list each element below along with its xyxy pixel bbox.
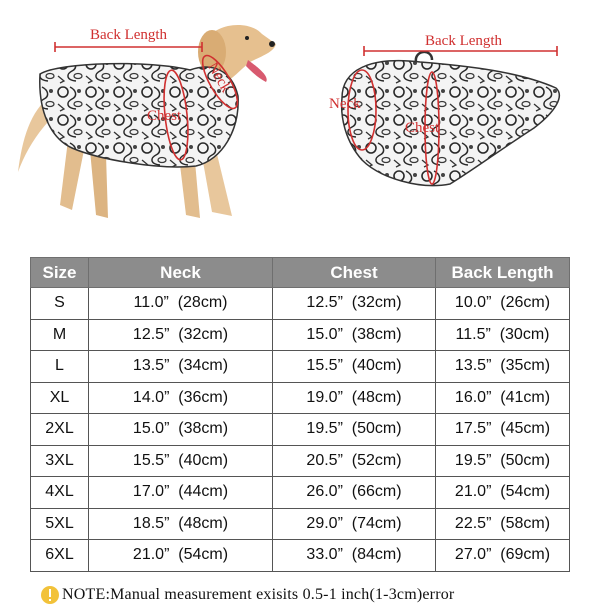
size-chart-table bbox=[30, 257, 570, 572]
cell-size: S bbox=[31, 288, 89, 320]
header-neck: Neck bbox=[89, 258, 273, 288]
warning-icon bbox=[40, 585, 60, 605]
table-row bbox=[31, 445, 570, 477]
cell-size: M bbox=[31, 319, 89, 351]
header-size: Size bbox=[31, 258, 89, 288]
right-back-length-label: Back Length bbox=[425, 33, 503, 49]
cell-back-length: 17.5” (45cm) bbox=[436, 414, 570, 446]
table-row bbox=[31, 540, 570, 572]
cell-size: 2XL bbox=[31, 414, 89, 446]
cell-size: 4XL bbox=[31, 477, 89, 509]
left-neck-label: Neck bbox=[204, 60, 234, 96]
table-row bbox=[31, 382, 570, 414]
cell-chest: 15.5” (40cm) bbox=[273, 351, 436, 383]
cell-back-length: 21.0” (54cm) bbox=[436, 477, 570, 509]
cell-size: 6XL bbox=[31, 540, 89, 572]
cell-back-length: 13.5” (35cm) bbox=[436, 351, 570, 383]
cell-back-length: 19.5” (50cm) bbox=[436, 445, 570, 477]
cell-neck: 15.5” (40cm) bbox=[89, 445, 273, 477]
cell-size: 5XL bbox=[31, 508, 89, 540]
cell-back-length: 10.0” (26cm) bbox=[436, 288, 570, 320]
cell-neck: 21.0” (54cm) bbox=[89, 540, 273, 572]
coat-photo bbox=[342, 52, 560, 186]
cell-chest: 20.5” (52cm) bbox=[273, 445, 436, 477]
left-chest-label: Chest bbox=[147, 108, 182, 124]
table-row bbox=[31, 477, 570, 509]
cell-back-length: 11.5” (30cm) bbox=[436, 319, 570, 351]
header-back-length: Back Length bbox=[436, 258, 570, 288]
cell-chest: 15.0” (38cm) bbox=[273, 319, 436, 351]
cell-back-length: 16.0” (41cm) bbox=[436, 382, 570, 414]
table-row bbox=[31, 414, 570, 446]
cell-back-length: 27.0” (69cm) bbox=[436, 540, 570, 572]
cell-size: 3XL bbox=[31, 445, 89, 477]
cell-neck: 12.5” (32cm) bbox=[89, 319, 273, 351]
cell-size: XL bbox=[31, 382, 89, 414]
cell-neck: 14.0” (36cm) bbox=[89, 382, 273, 414]
cell-chest: 12.5” (32cm) bbox=[273, 288, 436, 320]
right-chest-label: Chest bbox=[405, 120, 440, 136]
cell-chest: 19.0” (48cm) bbox=[273, 382, 436, 414]
cell-chest: 19.5” (50cm) bbox=[273, 414, 436, 446]
cell-neck: 17.0” (44cm) bbox=[89, 477, 273, 509]
cell-chest: 29.0” (74cm) bbox=[273, 508, 436, 540]
cell-size: L bbox=[31, 351, 89, 383]
table-header-row bbox=[31, 258, 570, 288]
header-chest: Chest bbox=[273, 258, 436, 288]
table-row bbox=[31, 508, 570, 540]
table-row bbox=[31, 319, 570, 351]
cell-back-length: 22.5” (58cm) bbox=[436, 508, 570, 540]
cell-chest: 26.0” (66cm) bbox=[273, 477, 436, 509]
cell-neck: 18.5” (48cm) bbox=[89, 508, 273, 540]
measurement-note: NOTE:Manual measurement exisits 0.5-1 inch(1-3cm)error bbox=[62, 586, 455, 603]
left-back-length-label: Back Length bbox=[90, 27, 168, 43]
cell-chest: 33.0” (84cm) bbox=[273, 540, 436, 572]
cell-neck: 15.0” (38cm) bbox=[89, 414, 273, 446]
cell-neck: 11.0” (28cm) bbox=[89, 288, 273, 320]
table-row bbox=[31, 351, 570, 383]
cell-neck: 13.5” (34cm) bbox=[89, 351, 273, 383]
right-neck-label: Neck bbox=[329, 96, 361, 112]
table-row bbox=[31, 288, 570, 320]
product-illustration-area bbox=[0, 0, 600, 250]
